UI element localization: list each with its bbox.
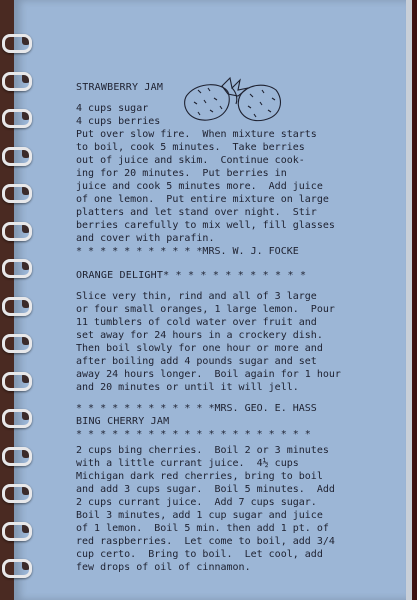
recipe-line: 2 cups bing cherries. Boil 2 or 3 minutes bbox=[76, 445, 329, 456]
recipe-line: out of juice and skim. Continue cook- bbox=[76, 155, 305, 166]
spiral-binding-ring-icon bbox=[2, 447, 32, 466]
spiral-binding-ring-icon bbox=[2, 559, 32, 578]
spiral-binding-ring-icon bbox=[2, 34, 32, 53]
recipe-line: cup certo. Bring to boil. Let cool, add bbox=[76, 549, 323, 560]
recipe-line: after boiling add 4 pounds sugar and set bbox=[76, 356, 317, 367]
recipe-separator: * * * * * * * * * * * * * * * * * * * * bbox=[76, 429, 311, 440]
recipe-line: of one lemon. Put entire mixture on large bbox=[76, 194, 329, 205]
page-edge bbox=[406, 0, 412, 600]
spiral-binding-ring-icon bbox=[2, 484, 32, 503]
recipe-line: set away for 24 hours in a crockery dish. bbox=[76, 330, 323, 341]
recipe-line: and 20 minutes or until it will jell. bbox=[76, 382, 299, 393]
recipe-title-orange-delight: ORANGE DELIGHT* * * * * * * * * * * * bbox=[76, 270, 307, 281]
recipe-line: 2 cups currant juice. Add 7 cups sugar. bbox=[76, 497, 317, 508]
recipe-line: red raspberries. Let come to boil, add 3/4 bbox=[76, 536, 335, 547]
recipe-line: Boil 3 minutes, add 1 cup sugar and juice bbox=[76, 510, 323, 521]
recipe-line: or four small oranges, 1 large lemon. Pour bbox=[76, 304, 335, 315]
spiral-binding-ring-icon bbox=[2, 297, 32, 316]
recipe-line: ing for 20 minutes. Put berries in bbox=[76, 168, 287, 179]
recipe-line: Slice very thin, rind and all of 3 large bbox=[76, 291, 317, 302]
recipe-line: Then boil slowly for one hour or more and bbox=[76, 343, 323, 354]
recipe-line: juice and cook 5 minutes more. Add juice bbox=[76, 181, 323, 192]
recipe-line: 4 cups berries bbox=[76, 116, 161, 127]
recipe-line: of 1 lemon. Boil 5 min. then add 1 pt. of bbox=[76, 523, 329, 534]
recipe-line: to boil, cook 5 minutes. Take berries bbox=[76, 142, 305, 153]
spiral-binding-ring-icon bbox=[2, 147, 32, 166]
recipe-title-strawberry-jam: STRAWBERRY JAM bbox=[76, 82, 164, 93]
recipe-line: and cover with parafin. bbox=[76, 233, 215, 244]
recipe-line: 4 cups sugar bbox=[76, 103, 149, 114]
recipe-line: away 24 hours longer. Boil again for 1 hour bbox=[76, 369, 341, 380]
recipe-line: berries carefully to mix well, fill glasses bbox=[76, 220, 335, 231]
recipe-line: 11 tumblers of cold water over fruit and bbox=[76, 317, 317, 328]
spiral-binding-ring-icon bbox=[2, 334, 32, 353]
recipe-line: Put over slow fire. When mixture starts bbox=[76, 129, 317, 140]
spiral-binding-ring-icon bbox=[2, 522, 32, 541]
strawberry-illustration-icon bbox=[178, 76, 288, 128]
recipe-line: platters and let stand over night. Stir bbox=[76, 207, 317, 218]
recipe-line: Michigan dark red cherries, bring to boil bbox=[76, 471, 323, 482]
spiral-binding-ring-icon bbox=[2, 109, 32, 128]
recipe-line: with a little currant juice. 4½ cups bbox=[76, 458, 299, 469]
recipe-byline: * * * * * * * * * * *MRS. W. J. FOCKE bbox=[76, 246, 299, 257]
recipe-line: few drops of oil of cinnamon. bbox=[76, 562, 251, 573]
spiral-binding-ring-icon bbox=[2, 222, 32, 241]
spiral-binding-ring-icon bbox=[2, 72, 32, 91]
spiral-binding-ring-icon bbox=[2, 259, 32, 278]
spiral-binding-ring-icon bbox=[2, 372, 32, 391]
recipe-line: and add 3 cups sugar. Boil 5 minutes. Add bbox=[76, 484, 335, 495]
recipe-title-bing-cherry-jam: BING CHERRY JAM bbox=[76, 416, 170, 427]
recipe-byline: * * * * * * * * * * * *MRS. GEO. E. HASS bbox=[76, 403, 317, 414]
spiral-binding-ring-icon bbox=[2, 184, 32, 203]
spiral-binding-ring-icon bbox=[2, 409, 32, 428]
